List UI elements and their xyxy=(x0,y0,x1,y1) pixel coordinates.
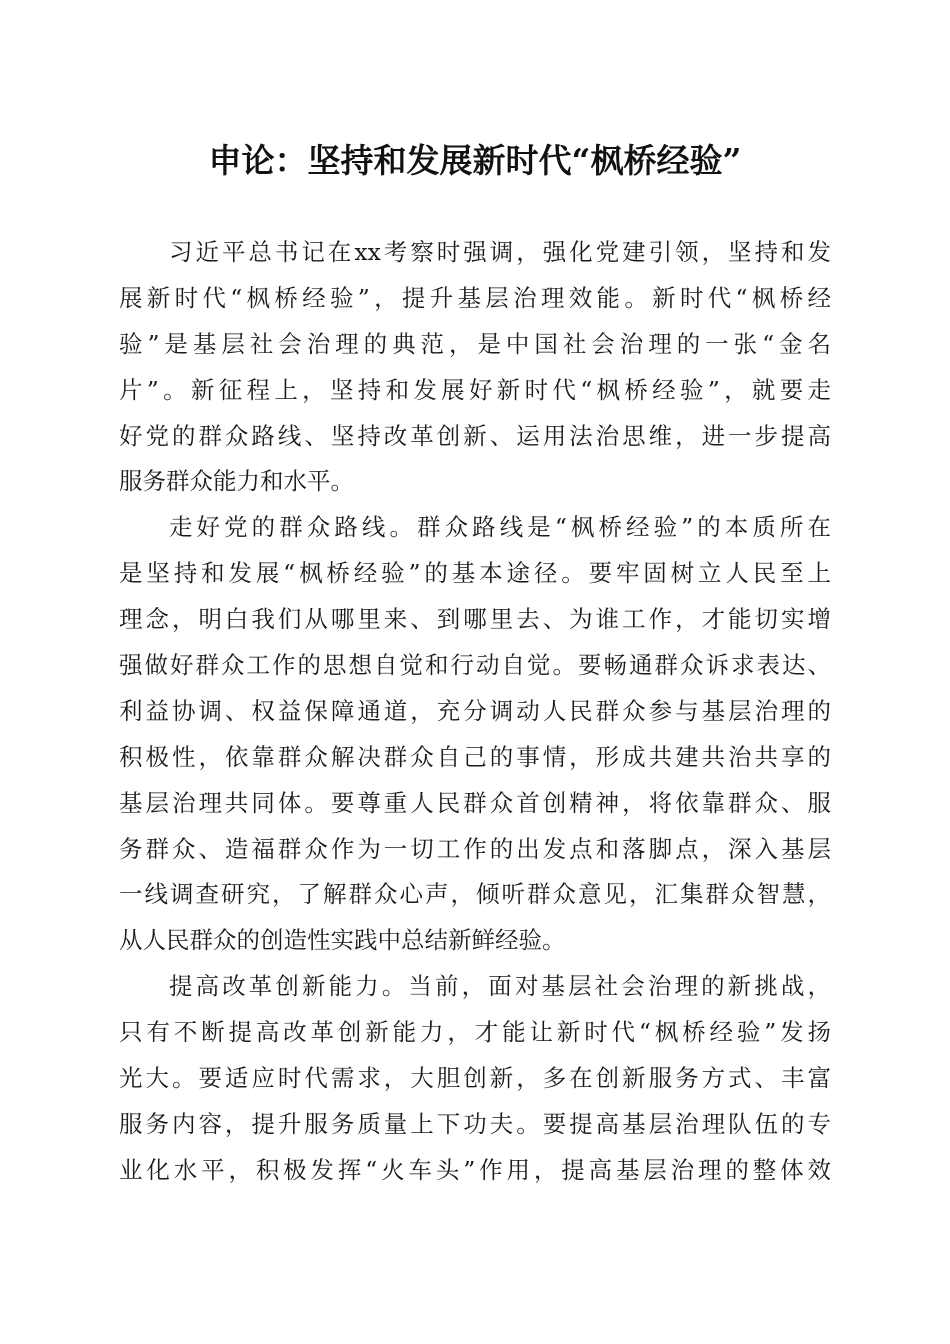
paragraph-2-line: 务群众、造福群众作为一切工作的出发点和落脚点，深入基层 xyxy=(119,834,831,863)
paragraph-1-line: 片”。新征程上，坚持和发展好新时代“枫桥经验”，就要走 xyxy=(119,375,831,404)
page-title: 申论：坚持和发展新时代“枫桥经验” xyxy=(208,141,742,180)
paragraph-2-line: 理念，明白我们从哪里来、到哪里去、为谁工作，才能切实增 xyxy=(119,605,831,634)
paragraph-1-line: 展新时代“枫桥经验”，提升基层治理效能。新时代“枫桥经 xyxy=(119,283,831,312)
paragraph-1-line: 验”是基层社会治理的典范，是中国社会治理的一张“金名 xyxy=(119,329,831,358)
paragraph-2-line: 走好党的群众路线。群众路线是“枫桥经验”的本质所在 xyxy=(169,513,831,542)
paragraph-1-line: 好党的群众路线、坚持改革创新、运用法治思维，进一步提高 xyxy=(119,421,831,450)
paragraph-1-line: 习近平总书记在xx考察时强调，强化党建引领，坚持和发 xyxy=(169,238,831,266)
document-body xyxy=(119,230,831,1194)
paragraph-2-line: 利益协调、权益保障通道，充分调动人民群众参与基层治理的 xyxy=(119,696,831,725)
paragraph-3-line: 业化水平，积极发挥“火车头”作用，提高基层治理的整体效 xyxy=(119,1155,831,1184)
paragraph-3-line: 只有不断提高改革创新能力，才能让新时代“枫桥经验”发扬 xyxy=(119,1018,831,1047)
paragraph-2-line: 积极性，依靠群众解决群众自己的事情，形成共建共治共享的 xyxy=(119,742,831,771)
paragraph-3-line: 服务内容，提升服务质量上下功夫。要提高基层治理队伍的专 xyxy=(119,1109,831,1138)
paragraph-2-line: 强做好群众工作的思想自觉和行动自觉。要畅通群众诉求表达、 xyxy=(119,651,831,680)
paragraph-2-line: 一线调查研究，了解群众心声，倾听群众意见，汇集群众智慧， xyxy=(119,880,831,909)
paragraph-3-line: 光大。要适应时代需求，大胆创新，多在创新服务方式、丰富 xyxy=(119,1064,831,1093)
paragraph-2-line: 基层治理共同体。要尊重人民群众首创精神，将依靠群众、服 xyxy=(119,788,831,817)
paragraph-3-line: 提高改革创新能力。当前，面对基层社会治理的新挑战， xyxy=(169,972,831,1001)
paragraph-2-line: 是坚持和发展“枫桥经验”的基本途径。要牢固树立人民至上 xyxy=(119,559,831,588)
paragraph-1-line: 服务群众能力和水平。 xyxy=(119,467,354,496)
paragraph-2-line: 从人民群众的创造性实践中总结新鲜经验。 xyxy=(119,926,566,955)
